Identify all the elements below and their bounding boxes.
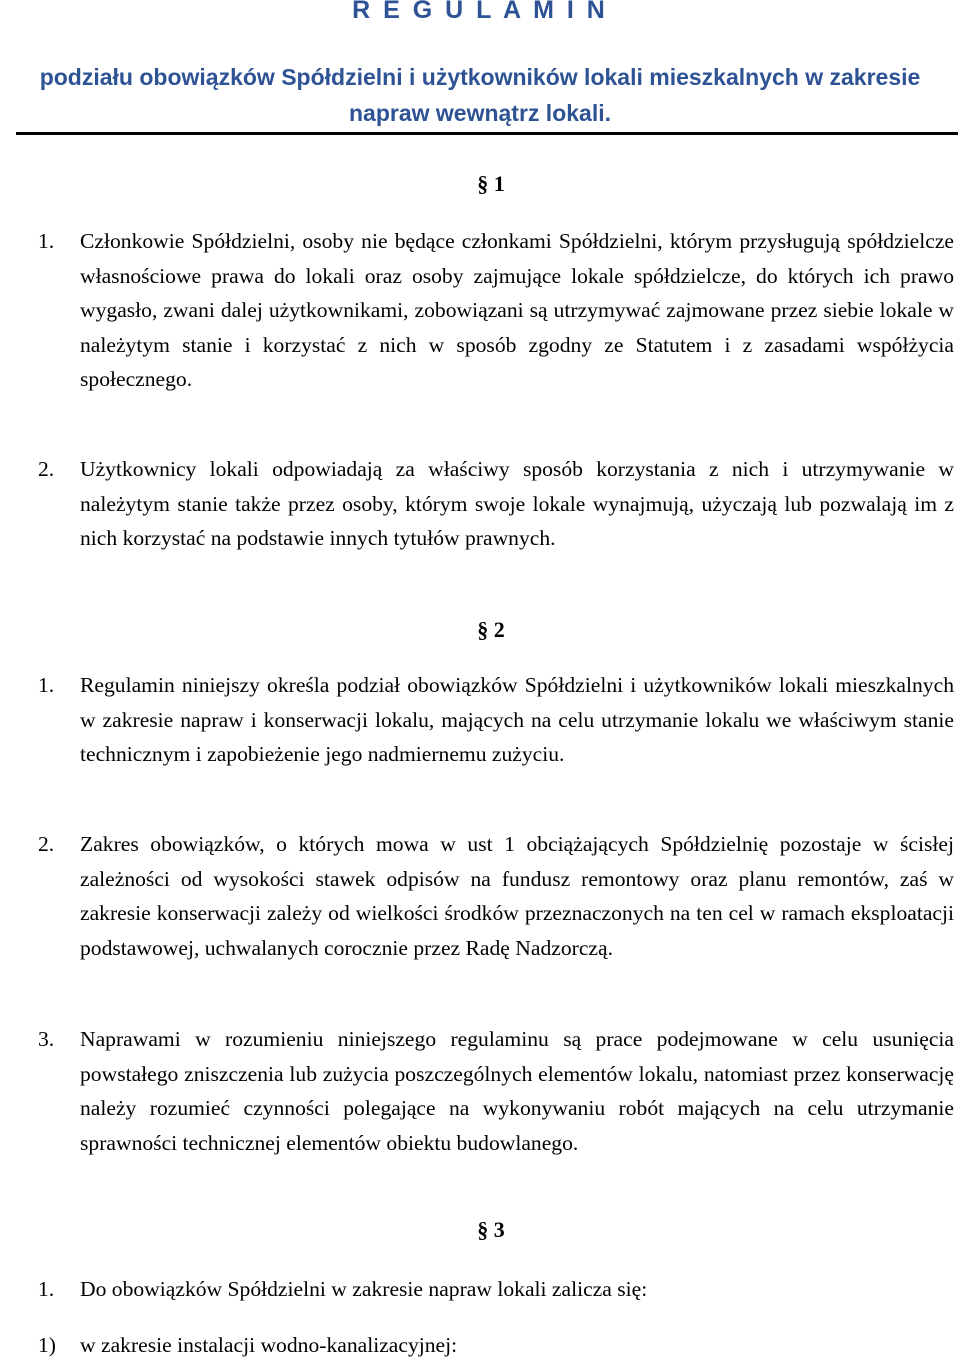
paragraph-number: 2. [38,832,55,856]
paragraph-2-2 [38,827,954,965]
paragraph-number: 1. [38,673,55,697]
paragraph-3-1 [38,1272,954,1307]
paragraph-number: 3. [38,1027,55,1051]
title-divider [16,132,958,135]
paragraph-1-2 [38,452,954,556]
paragraph-text: Do obowiązków Spółdzielni w zakresie napraw lokali zalicza się: [80,1277,648,1301]
paragraph-number: 1. [38,229,55,253]
list-item-3-1-1 [38,1328,954,1363]
paragraph-number: 1. [38,1277,55,1301]
section-heading-2: § 2 [477,617,505,642]
paragraph-number: 2. [38,457,55,481]
document-subtitle: podziału obowiązków Spółdzielni i użytkowników lokali mieszkalnych w zakresie napraw wewnątrz lokali. [39,64,921,126]
list-item-text: w zakresie instalacji wodno-kanalizacyjnej: [80,1333,458,1357]
paragraph-text: Regulamin niniejszy określa podział obowiązków Spółdzielni i użytkowników lokali mieszkalnych w zakresie napraw i konserwacji lokalu, mających na celu utrzymanie lokalu we właściwym stanie technicznym i zapobieżenie jego nadmiernemu zużyciu. [80,673,954,766]
paragraph-2-3 [38,1022,954,1160]
paragraph-text: Użytkownicy lokali odpowiadają za właściwy sposób korzystania z nich i utrzymywanie w należytym stanie także przez osoby, którym swoje lokale wynajmują, użyczają lub pozwalają im z nich korzystać na podstawie innych tytułów prawnych. [80,457,954,550]
section-heading-3: § 3 [477,1217,505,1242]
paragraph-text: Zakres obowiązków, o których mowa w ust 1 obciążających Spółdzielnię pozostaje w ścisłej zależności od wysokości stawek odpisów na fundusz remontowy oraz planu remontów, zaś w zakresie konserwacji zależy od wielkości środków przeznaczonych na ten cel w ramach eksploatacji podstawowej, uchwalanych corocznie przez Radę Nadzorczą. [80,832,954,960]
document-title: R E G U L A M I N [352,0,608,24]
paragraph-2-1 [38,668,954,772]
paragraph-1-1 [38,224,954,397]
paragraph-text: Naprawami w rozumieniu niniejszego regulaminu są prace podejmowane w celu usunięcia powstałego zniszczenia lub zużycia poszczególnych elementów lokalu, natomiast przez konserwację należy rozumieć czynności polegające na wykonywaniu robót mających na celu utrzymanie sprawności technicznej elementów obiektu budowlanego. [80,1027,954,1155]
section-heading-1: § 1 [477,171,505,196]
list-item-number: 1) [38,1333,56,1357]
paragraph-text: Członkowie Spółdzielni, osoby nie będące członkami Spółdzielni, którym przysługują spółdzielcze własnościowe prawa do lokali oraz osoby zajmujące lokale spółdzielcze, do których ich prawo wygasło, zwani dalej użytkownikami, zobowiązani są utrzymywać zajmowane przez siebie lokale w należytym stanie i korzystać z nich w sposób zgodny ze Statutem i z zasadami współżycia społecznego. [80,229,954,391]
